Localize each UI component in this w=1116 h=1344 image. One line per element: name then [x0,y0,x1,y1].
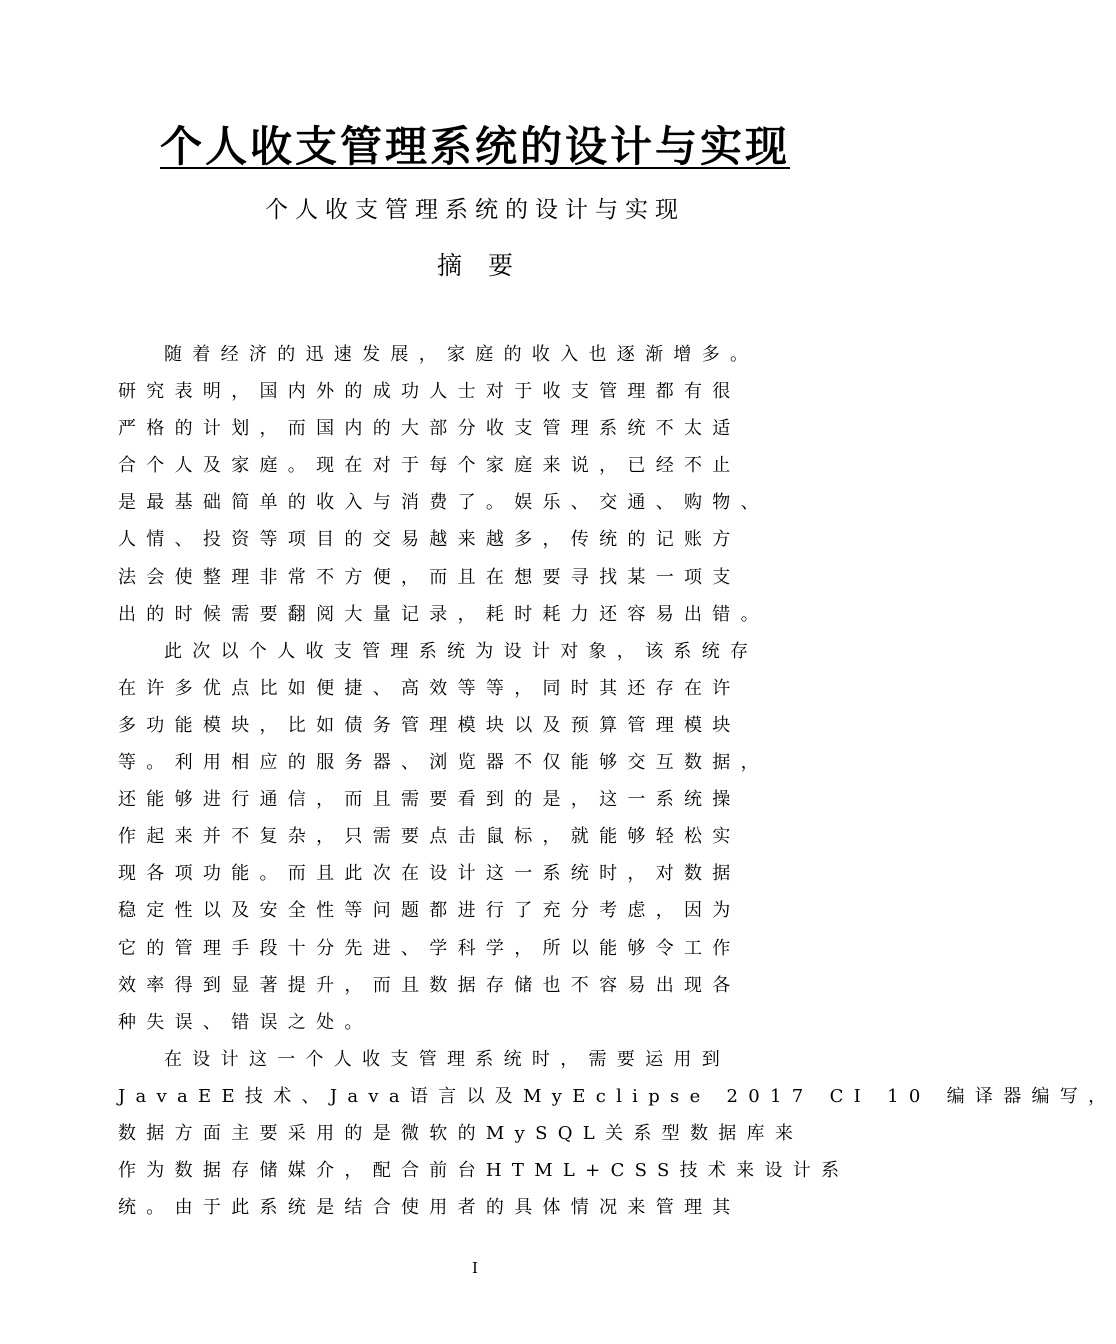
abstract-line: 稳定性以及安全性等问题都进行了充分考虑，因为 [118,900,741,922]
abstract-line: 等。利用相应的服务器、浏览器不仅能够交互数据， [118,752,769,774]
abstract-line: 是最基础简单的收入与消费了。娱乐、交通、购物、 [118,492,769,514]
abstract-line: 作为数据存储媒介，配合前台HTML+CSS技术来设计系 [118,1160,850,1182]
abstract-line: 在许多优点比如便捷、高效等等，同时其还存在许 [118,677,741,699]
abstract-line: 出的时候需要翻阅大量记录，耗时耗力还容易出错。 [118,603,769,625]
abstract-line: 还能够进行通信，而且需要看到的是，这一系统操 [118,789,741,811]
abstract-line: 它的管理手段十分先进、学科学，所以能够令工作 [118,937,741,959]
abstract-line: 种失误、错误之处。 [118,1011,373,1033]
abstract-line: 效率得到显著提升，而且数据存储也不容易出现各 [118,974,741,996]
abstract-line: 统。由于此系统是结合使用者的具体情况来管理其 [118,1197,741,1219]
abstract-line: 数据方面主要采用的是微软的MySQL关系型数据库来 [118,1122,804,1144]
document-title: 个人收支管理系统的设计与实现 [159,122,790,171]
abstract-body [118,336,1116,1226]
abstract-line: 严格的计划，而国内的大部分收支管理系统不太适 [118,418,741,440]
abstract-line: 作起来并不复杂，只需要点击鼠标，就能够轻松实 [118,826,741,848]
abstract-line: 人情、投资等项目的交易越来越多，传统的记账方 [118,529,741,551]
abstract-line: 现各项功能。而且此次在设计这一系统时，对数据 [118,863,741,885]
abstract-line: JavaEE技术、Java语言以及MyEclipse 2017 CI 10 编译器编写， [118,1085,1116,1107]
abstract-line: 随着经济的迅速发展，家庭的收入也逐渐增多。 [164,344,759,365]
abstract-line: 研究表明，国内外的成功人士对于收支管理都有很 [118,381,741,403]
page-number: I [472,1259,478,1277]
abstract-heading: 摘要 [436,251,539,280]
abstract-line: 多功能模块，比如债务管理模块以及预算管理模块 [118,714,741,736]
abstract-line: 此次以个人收支管理系统为设计对象，该系统存 [164,640,759,662]
abstract-line: 合个人及家庭。现在对于每个家庭来说，已经不止 [118,455,741,477]
abstract-line: 在设计这一个人收支管理系统时，需要运用到 [164,1048,730,1070]
document-subtitle: 个人收支管理系统的设计与实现 [265,197,685,223]
abstract-line: 法会使整理非常不方便，而且在想要寻找某一项支 [118,566,741,588]
